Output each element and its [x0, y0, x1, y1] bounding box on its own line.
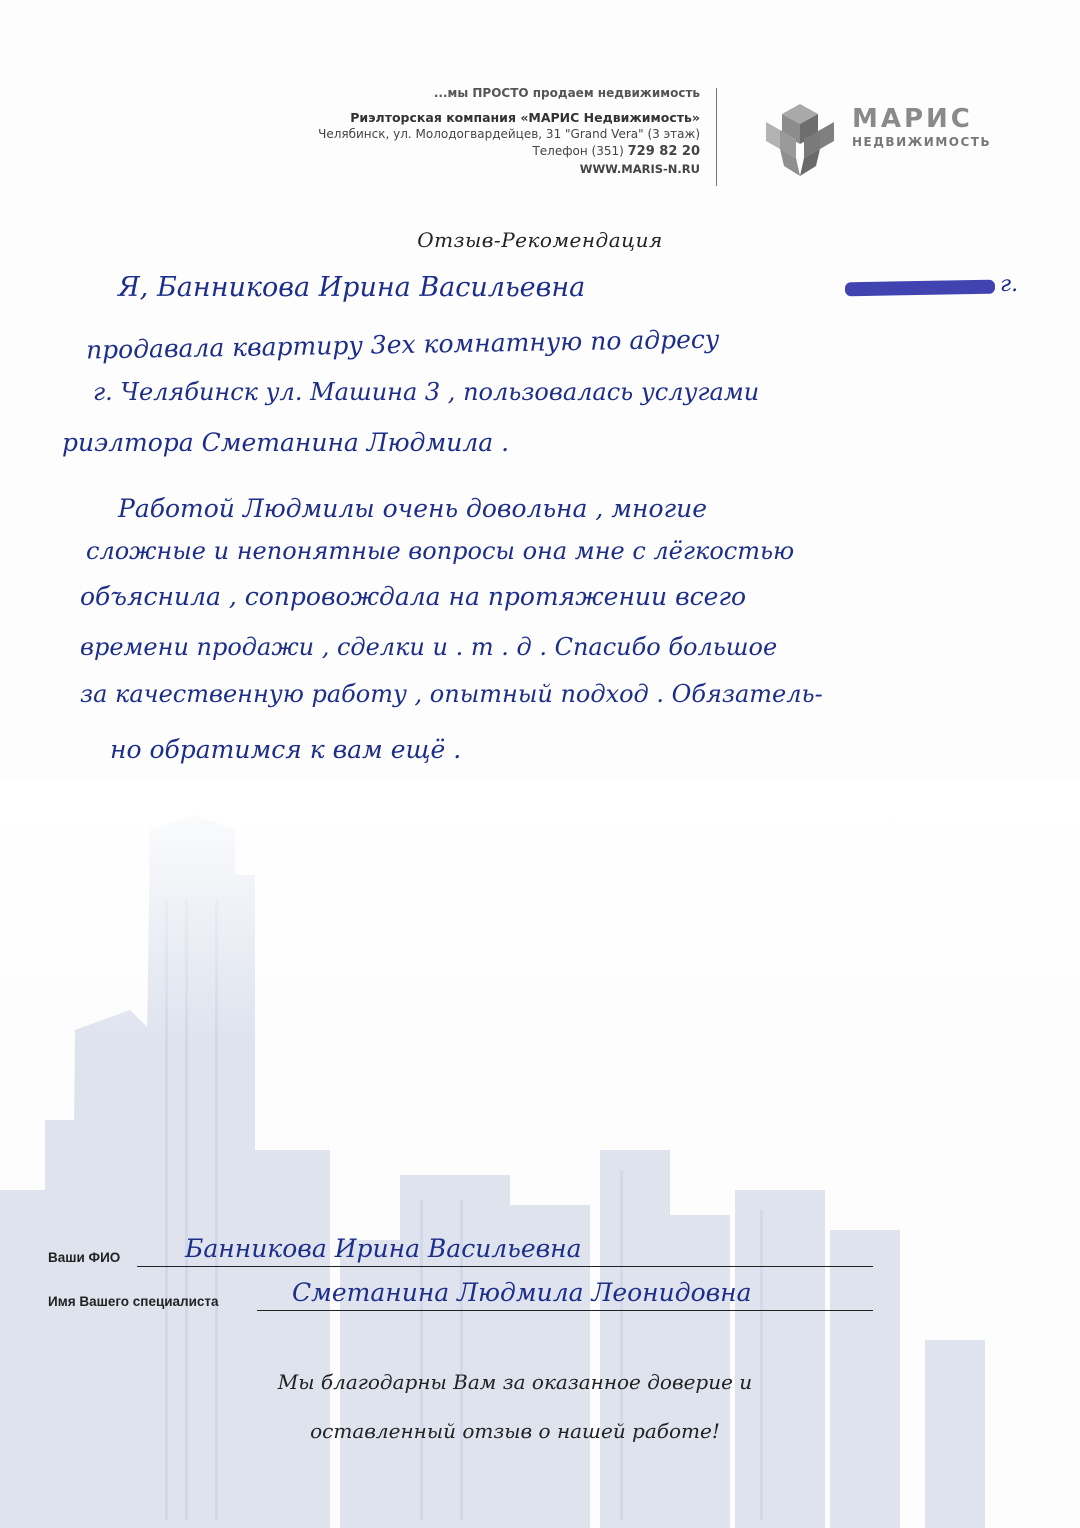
handwritten-line: Работой Людмилы очень довольна , многие	[118, 494, 708, 523]
handwritten-line: за качественную работу , опытный подход . Обязатель-	[80, 680, 823, 708]
handwritten-line: продавала квартиру 3ех комнатную по адресу	[85, 324, 720, 365]
building-cubes-icon	[760, 100, 840, 180]
phone-code: (351)	[591, 144, 624, 158]
handwritten-year-suffix: г.	[1000, 272, 1019, 297]
specialist-label: Имя Вашего специалиста	[48, 1294, 219, 1309]
handwritten-line: времени продажи , сделки и . т . д . Спасибо большое	[80, 633, 778, 661]
handwritten-line: объяснила , сопровождала на протяжении всего	[80, 582, 747, 611]
redaction-mark	[845, 280, 995, 297]
header-divider	[716, 88, 717, 186]
phone-line	[318, 143, 700, 160]
handwritten-line: сложные и непонятные вопросы она мне с лёгкостью	[86, 537, 795, 565]
fio-value: Банникова Ирина Васильевна	[185, 1234, 582, 1263]
handwritten-line: г. Челябинск ул. Машина 3 , пользовалась услугами	[93, 378, 760, 406]
company-logo	[760, 100, 1000, 180]
thanks-line-2: оставленный отзыв о нашей работе!	[310, 1419, 720, 1443]
company-name: Риэлторская компания «МАРИС Недвижимость»	[350, 110, 700, 125]
fio-label: Ваши ФИО	[48, 1250, 121, 1265]
phone-label: Телефон	[532, 144, 588, 158]
thanks-line-1: Мы благодарны Вам за оказанное доверие и	[277, 1370, 753, 1394]
website: WWW.MARIS-N.RU	[579, 162, 700, 176]
document-title: Отзыв-Рекомендация	[417, 228, 663, 252]
fio-underline	[137, 1266, 873, 1267]
letterhead-contact-block	[318, 86, 700, 178]
handwritten-line: Я, Банникова Ирина Васильевна	[118, 272, 586, 303]
handwritten-line: но обратимся к вам ещё .	[110, 735, 462, 764]
handwritten-line: риэлтора Сметанина Людмила .	[62, 428, 510, 457]
specialist-value: Сметанина Людмила Леонидовна	[292, 1278, 752, 1307]
slogan: ...мы ПРОСТО продаем недвижимость	[433, 86, 700, 100]
logo-name: МАРИС	[852, 104, 973, 134]
company-address: Челябинск, ул. Молодогвардейцев, 31 "Grand Vera" (3 этаж)	[318, 127, 700, 141]
logo-subtitle: НЕДВИЖИМОСТЬ	[852, 135, 992, 149]
phone-number: 729 82 20	[627, 144, 700, 159]
specialist-underline	[257, 1310, 873, 1311]
